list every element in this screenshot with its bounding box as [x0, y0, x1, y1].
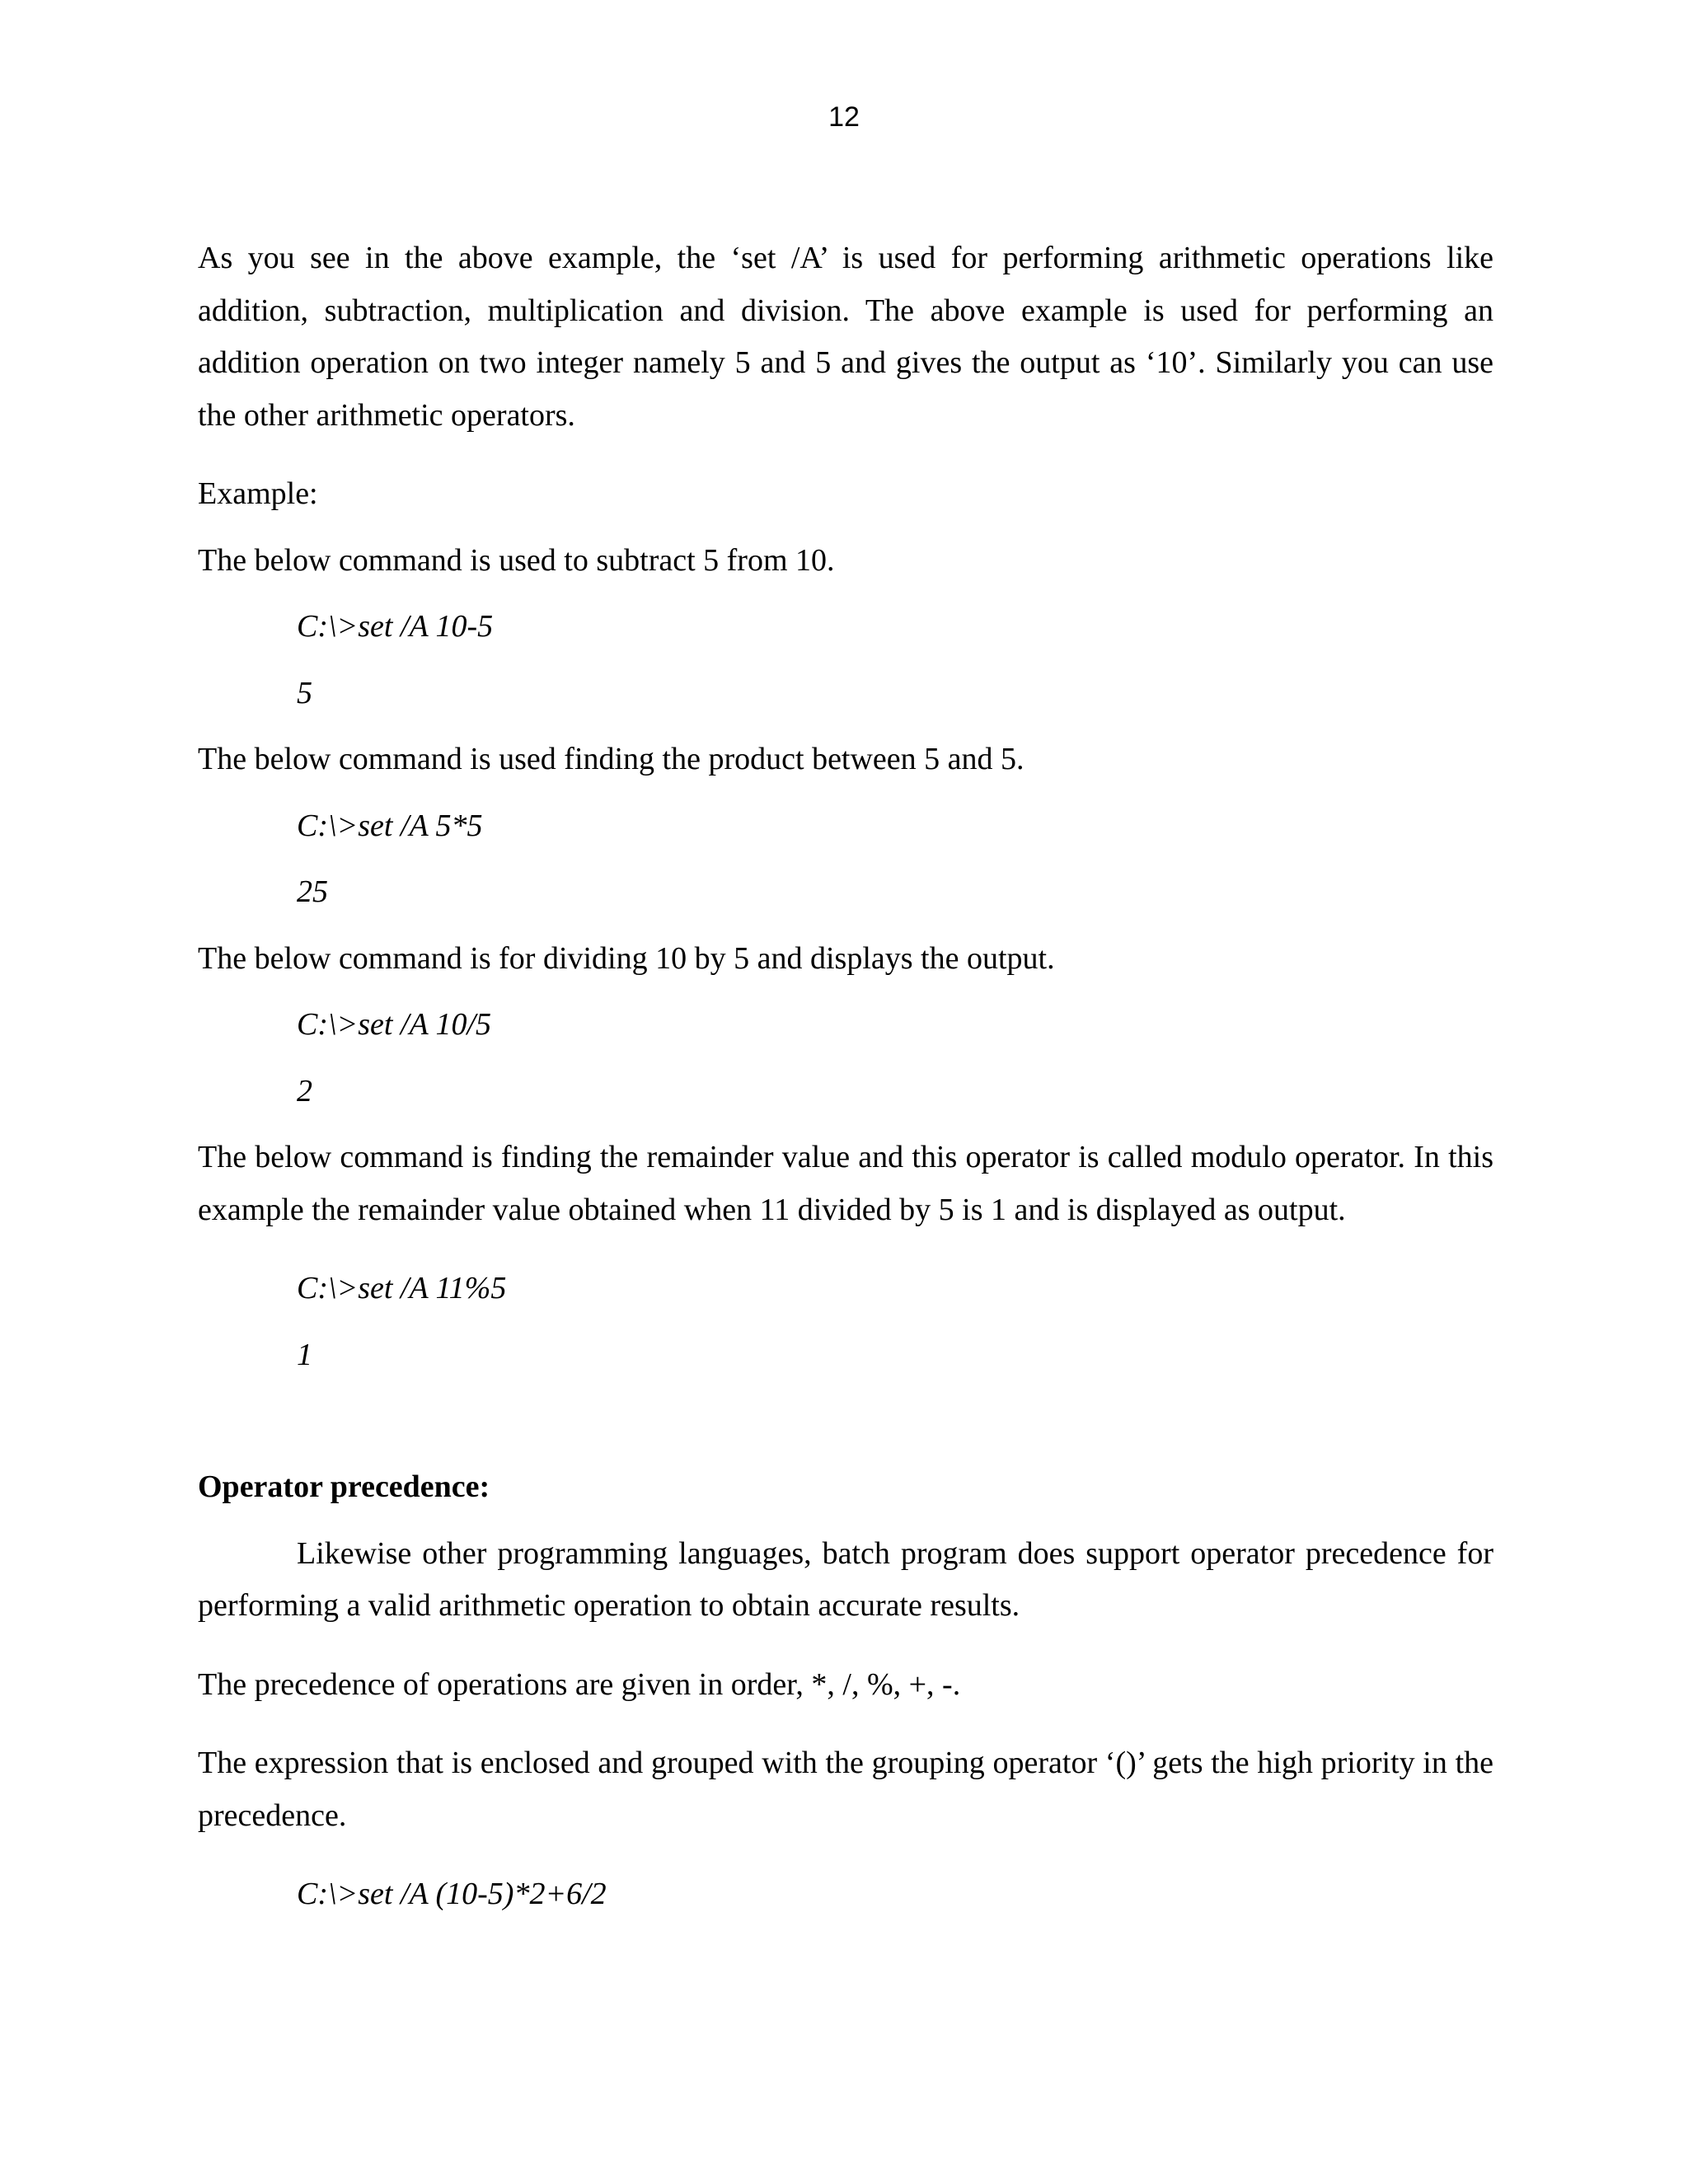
- example-label: Example:: [198, 476, 318, 511]
- divide-description: The below command is for dividing 10 by 5 and displays the output.: [198, 940, 1055, 976]
- modulo-command: C:\>set /A 11%5: [297, 1271, 507, 1305]
- subtract-command: C:\>set /A 10-5: [297, 609, 494, 644]
- modulo-description: The below command is finding the remainder value and this operator is called modulo operator. In this example the remainder value obtained when 11 divided by 5 is 1 and is displayed as output.: [198, 1140, 1493, 1227]
- divide-command: C:\>set /A 10/5: [297, 1007, 492, 1042]
- subtract-output: 5: [297, 675, 312, 710]
- divide-output: 2: [297, 1073, 312, 1108]
- section-heading: Operator precedence:: [198, 1469, 490, 1504]
- intro-paragraph: As you see in the above example, the ‘set /A’ is used for performing arithmetic operations like addition, subtraction, multiplication and division. The above example is used for performing an addition operation on two integer namely 5 and 5 and gives the output as ‘10’. Similarly you can use the other arithmetic operators.: [198, 241, 1493, 433]
- modulo-output: 1: [297, 1337, 312, 1372]
- precedence-paragraph: Likewise other programming languages, batch program does support operator precedence for performing a valid arithmetic operation to obtain accurate results.: [198, 1535, 1493, 1623]
- product-description: The below command is used finding the product between 5 and 5.: [198, 742, 1025, 776]
- subtract-description: The below command is used to subtract 5 from 10.: [198, 542, 835, 578]
- product-output: 25: [297, 874, 328, 909]
- document-body: [198, 232, 1493, 1921]
- page-number: 12: [828, 101, 860, 133]
- precedence-command: C:\>set /A (10-5)*2+6/2: [297, 1877, 607, 1911]
- grouping-text: The expression that is enclosed and grouped with the grouping operator ‘()’ gets the high priority in the precedence.: [198, 1746, 1493, 1833]
- product-command: C:\>set /A 5*5: [297, 808, 483, 843]
- precedence-order-text: The precedence of operations are given in order, *, /, %, +, -.: [198, 1666, 961, 1702]
